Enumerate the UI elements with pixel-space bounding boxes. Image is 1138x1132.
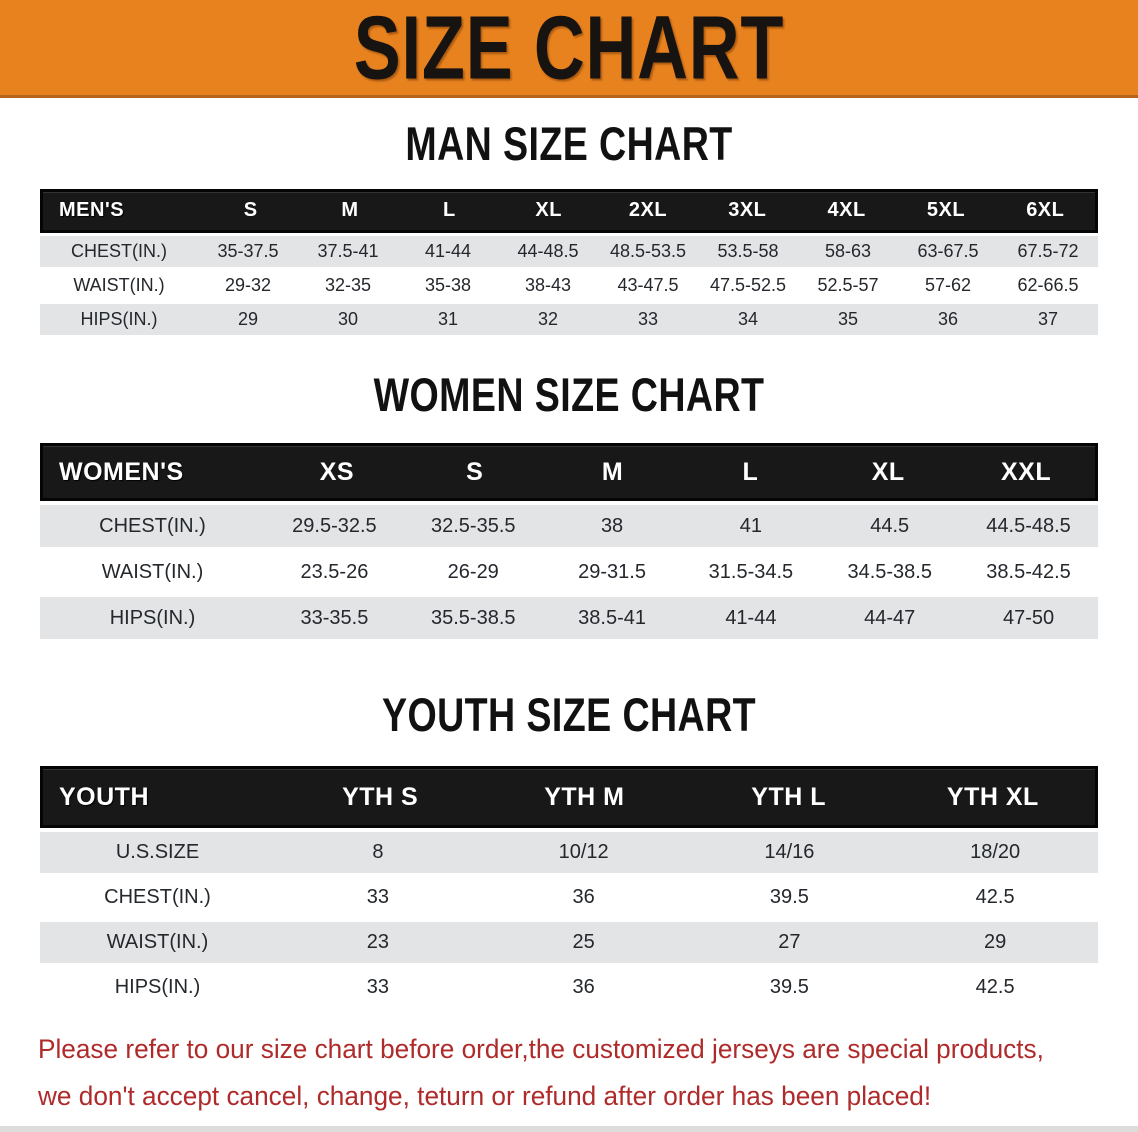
row-value: 38-43: [524, 274, 572, 295]
row-value: 44.5: [870, 514, 910, 537]
column-header: L: [742, 457, 759, 486]
row-value: 10/12: [558, 841, 609, 864]
column-header: YTH L: [751, 782, 826, 811]
row-value: 29: [237, 308, 259, 329]
row-value: 35: [837, 308, 859, 329]
size-table-youth: [40, 766, 1098, 1008]
table-header-row: [40, 189, 1098, 233]
section-mens: [40, 118, 1098, 335]
section-heading-womens: WOMEN SIZE CHART: [373, 367, 765, 421]
row-value: 41-44: [725, 606, 777, 629]
row-label: HIPS(IN.): [114, 976, 201, 999]
table-row: [40, 304, 1098, 335]
row-value: 8: [372, 841, 384, 864]
size-table-mens: [40, 189, 1098, 335]
row-value: 33: [366, 976, 389, 999]
table-row: [40, 270, 1098, 301]
row-value: 26-29: [447, 560, 499, 583]
row-value: 41-44: [424, 240, 472, 261]
row-value: 53.5-58: [717, 240, 779, 261]
row-value: 37: [1037, 308, 1059, 329]
disclaimer-line-1: Please refer to our size chart before order,the customized jerseys are special products,: [38, 1034, 1044, 1065]
column-header: 6XL: [1026, 199, 1065, 222]
row-value: 32-35: [324, 274, 372, 295]
column-header: 5XL: [926, 199, 966, 222]
row-label: CHEST(IN.): [99, 514, 206, 537]
row-value: 42.5: [975, 976, 1015, 999]
row-value: 43-47.5: [617, 274, 679, 295]
row-value: 33: [637, 308, 659, 329]
row-value: 31.5-34.5: [708, 560, 794, 583]
row-value: 39.5: [769, 976, 809, 999]
row-value: 41: [739, 514, 763, 537]
row-value: 31: [437, 308, 459, 329]
table-row: [40, 505, 1098, 547]
page-title: SIZE CHART: [353, 0, 785, 98]
column-header: S: [466, 457, 484, 486]
column-header: YTH S: [342, 782, 419, 811]
table-row: [40, 967, 1098, 1008]
row-value: 32: [537, 308, 559, 329]
row-label: WAIST(IN.): [106, 931, 209, 954]
table-header-label: WOMEN'S: [59, 457, 184, 486]
row-value: 58-63: [824, 240, 872, 261]
table-header-label: YOUTH: [59, 782, 149, 811]
column-header: M: [341, 199, 359, 222]
table-row: [40, 877, 1098, 918]
row-value: 44.5-48.5: [986, 514, 1071, 537]
section-heading-youth: YOUTH SIZE CHART: [381, 688, 757, 742]
row-value: 27: [778, 931, 801, 954]
table-row: [40, 551, 1098, 593]
row-value: 35-37.5: [217, 240, 279, 261]
column-header: XL: [535, 199, 562, 222]
row-label: HIPS(IN.): [109, 606, 196, 629]
row-value: 23.5-26: [300, 560, 369, 583]
column-header: YTH M: [544, 782, 625, 811]
column-header: YTH XL: [946, 782, 1039, 811]
row-value: 52.5-57: [817, 274, 879, 295]
row-value: 38.5-41: [578, 606, 646, 629]
banner: [0, 0, 1138, 98]
row-value: 38: [600, 514, 624, 537]
row-value: 42.5: [975, 886, 1015, 909]
row-value: 44-48.5: [517, 240, 579, 261]
table-header-row: [40, 766, 1098, 828]
row-value: 33-35.5: [300, 606, 369, 629]
size-chart-sections: [0, 118, 1138, 1008]
row-value: 25: [572, 931, 595, 954]
table-row: [40, 922, 1098, 963]
row-label: WAIST(IN.): [73, 274, 165, 295]
column-header: 4XL: [827, 199, 866, 222]
row-label: CHEST(IN.): [104, 886, 211, 909]
row-label: WAIST(IN.): [101, 560, 204, 583]
row-value: 33: [366, 886, 389, 909]
row-value: 35.5-38.5: [430, 606, 516, 629]
row-value: 47.5-52.5: [709, 274, 787, 295]
row-value: 36: [572, 976, 595, 999]
row-value: 36: [572, 886, 595, 909]
section-heading-mens: MAN SIZE CHART: [405, 117, 733, 170]
row-value: 44-47: [864, 606, 916, 629]
disclaimer: [38, 1026, 1100, 1120]
section-youth: [40, 689, 1098, 1008]
column-header: 2XL: [628, 199, 668, 222]
row-value: 30: [337, 308, 359, 329]
row-value: 29-32: [224, 274, 272, 295]
row-value: 32.5-35.5: [430, 514, 516, 537]
table-header-label: MEN'S: [59, 199, 125, 222]
column-header: XL: [871, 457, 905, 486]
row-value: 36: [937, 308, 959, 329]
row-value: 63-67.5: [917, 240, 979, 261]
row-label: CHEST(IN.): [71, 240, 167, 261]
row-value: 48.5-53.5: [609, 240, 687, 261]
row-label: HIPS(IN.): [80, 308, 158, 329]
column-header: XXL: [1000, 457, 1052, 486]
row-value: 29: [984, 931, 1007, 954]
row-value: 34: [737, 308, 759, 329]
table-header-row: [40, 443, 1098, 501]
row-label: U.S.SIZE: [115, 841, 200, 864]
row-value: 35-38: [424, 274, 472, 295]
column-header: S: [243, 199, 258, 222]
column-header: M: [601, 457, 624, 486]
bottom-strip: [0, 1126, 1138, 1132]
section-womens: [40, 369, 1098, 640]
row-value: 47-50: [1002, 606, 1055, 629]
row-value: 34.5-38.5: [847, 560, 932, 583]
table-row: [40, 597, 1098, 639]
row-value: 67.5-72: [1017, 240, 1079, 261]
column-header: L: [442, 199, 456, 222]
table-row: [40, 236, 1098, 267]
row-value: 38.5-42.5: [986, 560, 1071, 583]
row-value: 18/20: [970, 841, 1021, 864]
row-value: 14/16: [764, 841, 815, 864]
row-value: 57-62: [924, 274, 972, 295]
size-table-womens: [40, 443, 1098, 639]
table-row: [40, 832, 1098, 873]
row-value: 23: [366, 931, 389, 954]
row-value: 29-31.5: [578, 560, 646, 583]
row-value: 62-66.5: [1017, 274, 1079, 295]
column-header: 3XL: [728, 199, 767, 222]
disclaimer-line-2: we don't accept cancel, change, teturn or refund after order has been placed!: [38, 1081, 932, 1112]
row-value: 39.5: [769, 886, 809, 909]
row-value: 29.5-32.5: [292, 514, 377, 537]
row-value: 37.5-41: [317, 240, 379, 261]
column-header: XS: [319, 457, 355, 486]
